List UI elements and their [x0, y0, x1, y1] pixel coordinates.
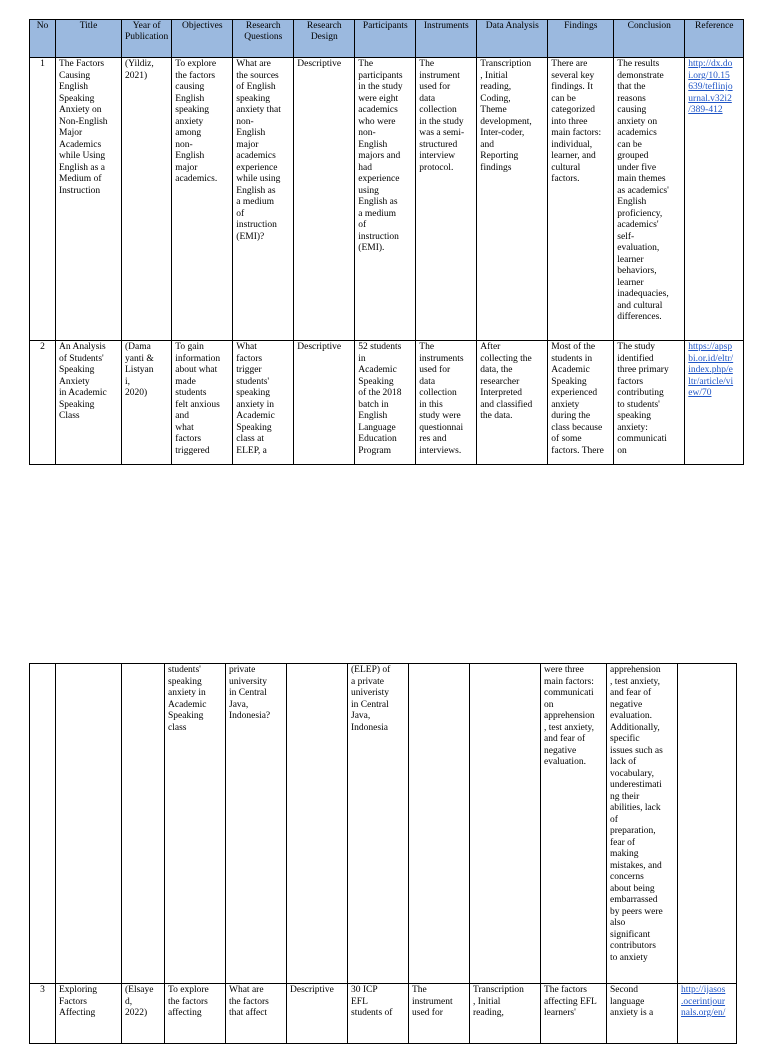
row-no — [30, 664, 56, 984]
row-title: The Factors Causing English Speaking Anxiety on Non-English Major Academics while Using English as a Medium of Instruction — [56, 58, 122, 341]
row-title: Exploring Factors Affecting — [56, 984, 122, 1044]
row-year — [122, 664, 165, 984]
row-data-analysis — [470, 664, 541, 984]
header-instruments: Instruments — [416, 20, 477, 58]
table-row-continued — [30, 664, 737, 984]
header-row — [30, 20, 744, 58]
row-reference-cell — [678, 664, 737, 984]
row-conclusion: The study identified three primary factors contributing to students' speaking anxiety: communicati on — [614, 341, 685, 465]
row-data-analysis: After collecting the data, the researcher Interpreted and classified the data. — [477, 341, 548, 465]
row-conclusion: The results demonstrate that the reasons causing anxiety on academics can be grouped under five main themes as academics' English proficiency, academics' self- evaluation, learner behaviors, learner inadequacies, and cultural differences. — [614, 58, 685, 341]
row-objectives: To gain information about what made students felt anxious and what factors triggered — [172, 341, 233, 465]
header-title: Title — [56, 20, 122, 58]
row-objectives: To explore the factors affecting — [165, 984, 226, 1044]
row-participants: The participants in the study were eight academics who were non- English majors and had experience using English as a medium of instruction (EMI). — [355, 58, 416, 341]
table-row — [30, 58, 744, 341]
row-participants: 52 students in Academic Speaking of the 2018 batch in English Language Education Program — [355, 341, 416, 465]
row-research-questions: What factors trigger students' speaking anxiety in Academic Speaking class at ELEP, a — [233, 341, 294, 465]
header-research-questions: Research Questions — [233, 20, 294, 58]
header-research-design: Research Design — [294, 20, 355, 58]
reference-link[interactable]: https://apsp bi.or.id/eltr/ index.php/e ltr/article/vi ew/70 — [688, 342, 734, 398]
row-objectives: To explore the factors causing English speaking anxiety among non- English major academics. — [172, 58, 233, 341]
table-row — [30, 984, 737, 1044]
row-research-questions: What are the factors that affect — [226, 984, 287, 1044]
row-participants: 30 ICP EFL students of — [348, 984, 409, 1044]
row-no: 2 — [30, 341, 56, 465]
header-objectives: Objectives — [172, 20, 233, 58]
row-research-design: Descriptive — [294, 341, 355, 465]
header-data-analysis: Data Analysis — [477, 20, 548, 58]
literature-review-table-continued — [29, 663, 737, 1044]
row-instruments: The instrument used for data collection in the study was a semi- structured interview protocol. — [416, 58, 477, 341]
row-instruments: The instrument used for — [409, 984, 470, 1044]
row-findings: There are several key findings. It can be categorized into three main factors: individual, learner, and cultural factors. — [548, 58, 614, 341]
literature-review-table — [29, 19, 744, 465]
row-year: (Elsaye d, 2022) — [122, 984, 165, 1044]
reference-link[interactable]: http://ijasos .ocerintjour nals.org/en/ — [681, 985, 726, 1018]
row-title — [56, 664, 122, 984]
header-reference: Reference — [685, 20, 744, 58]
header-findings: Findings — [548, 20, 614, 58]
header-year: Year of Publication — [122, 20, 172, 58]
row-no: 1 — [30, 58, 56, 341]
row-participants: (ELEP) of a private univeristy in Central Java, Indonesia — [348, 664, 409, 984]
row-data-analysis: Transcription , Initial reading, — [470, 984, 541, 1044]
row-reference-cell — [678, 984, 737, 1044]
row-data-analysis: Transcription , Initial reading, Coding, Theme development, Inter-coder, and Reporting findings — [477, 58, 548, 341]
row-research-questions: private university in Central Java, Indonesia? — [226, 664, 287, 984]
reference-link[interactable]: http://dx.do i.org/10.15 639/teflinjo urnal.v32i2 /389-412 — [688, 59, 733, 115]
header-participants: Participants — [355, 20, 416, 58]
row-instruments: The instruments used for data collection in this study were questionnai res and interviews. — [416, 341, 477, 465]
row-conclusion: Second language anxiety is a — [607, 984, 678, 1044]
row-reference-cell — [685, 58, 744, 341]
row-objectives: students' speaking anxiety in Academic Speaking class — [165, 664, 226, 984]
row-title: An Analysis of Students' Speaking Anxiety in Academic Speaking Class — [56, 341, 122, 465]
header-no: No — [30, 20, 56, 58]
table-row — [30, 341, 744, 465]
row-year: (Yildiz, 2021) — [122, 58, 172, 341]
row-research-design — [287, 664, 348, 984]
row-conclusion: apprehension , test anxiety, and fear of negative evaluation. Additionally, specific issues such as lack of vocabulary, underestimati ng their abilities, lack of preparation, fear of making mistakes, and concerns about being embarrassed by peers were also significant contributors to anxiety — [607, 664, 678, 984]
row-findings: The factors affecting EFL learners' — [541, 984, 607, 1044]
row-research-design: Descriptive — [294, 58, 355, 341]
row-no: 3 — [30, 984, 56, 1044]
row-findings: were three main factors: communicati on apprehension , test anxiety, and fear of negative evaluation. — [541, 664, 607, 984]
header-conclusion: Conclusion — [614, 20, 685, 58]
row-findings: Most of the students in Academic Speaking experienced anxiety during the class because of some factors. There — [548, 341, 614, 465]
row-year: (Dama yanti & Listyan i, 2020) — [122, 341, 172, 465]
row-instruments — [409, 664, 470, 984]
row-reference-cell — [685, 341, 744, 465]
row-research-questions: What are the sources of English speaking anxiety that non- English major academics experience while using English as a medium of instruction (EMI)? — [233, 58, 294, 341]
row-research-design: Descriptive — [287, 984, 348, 1044]
